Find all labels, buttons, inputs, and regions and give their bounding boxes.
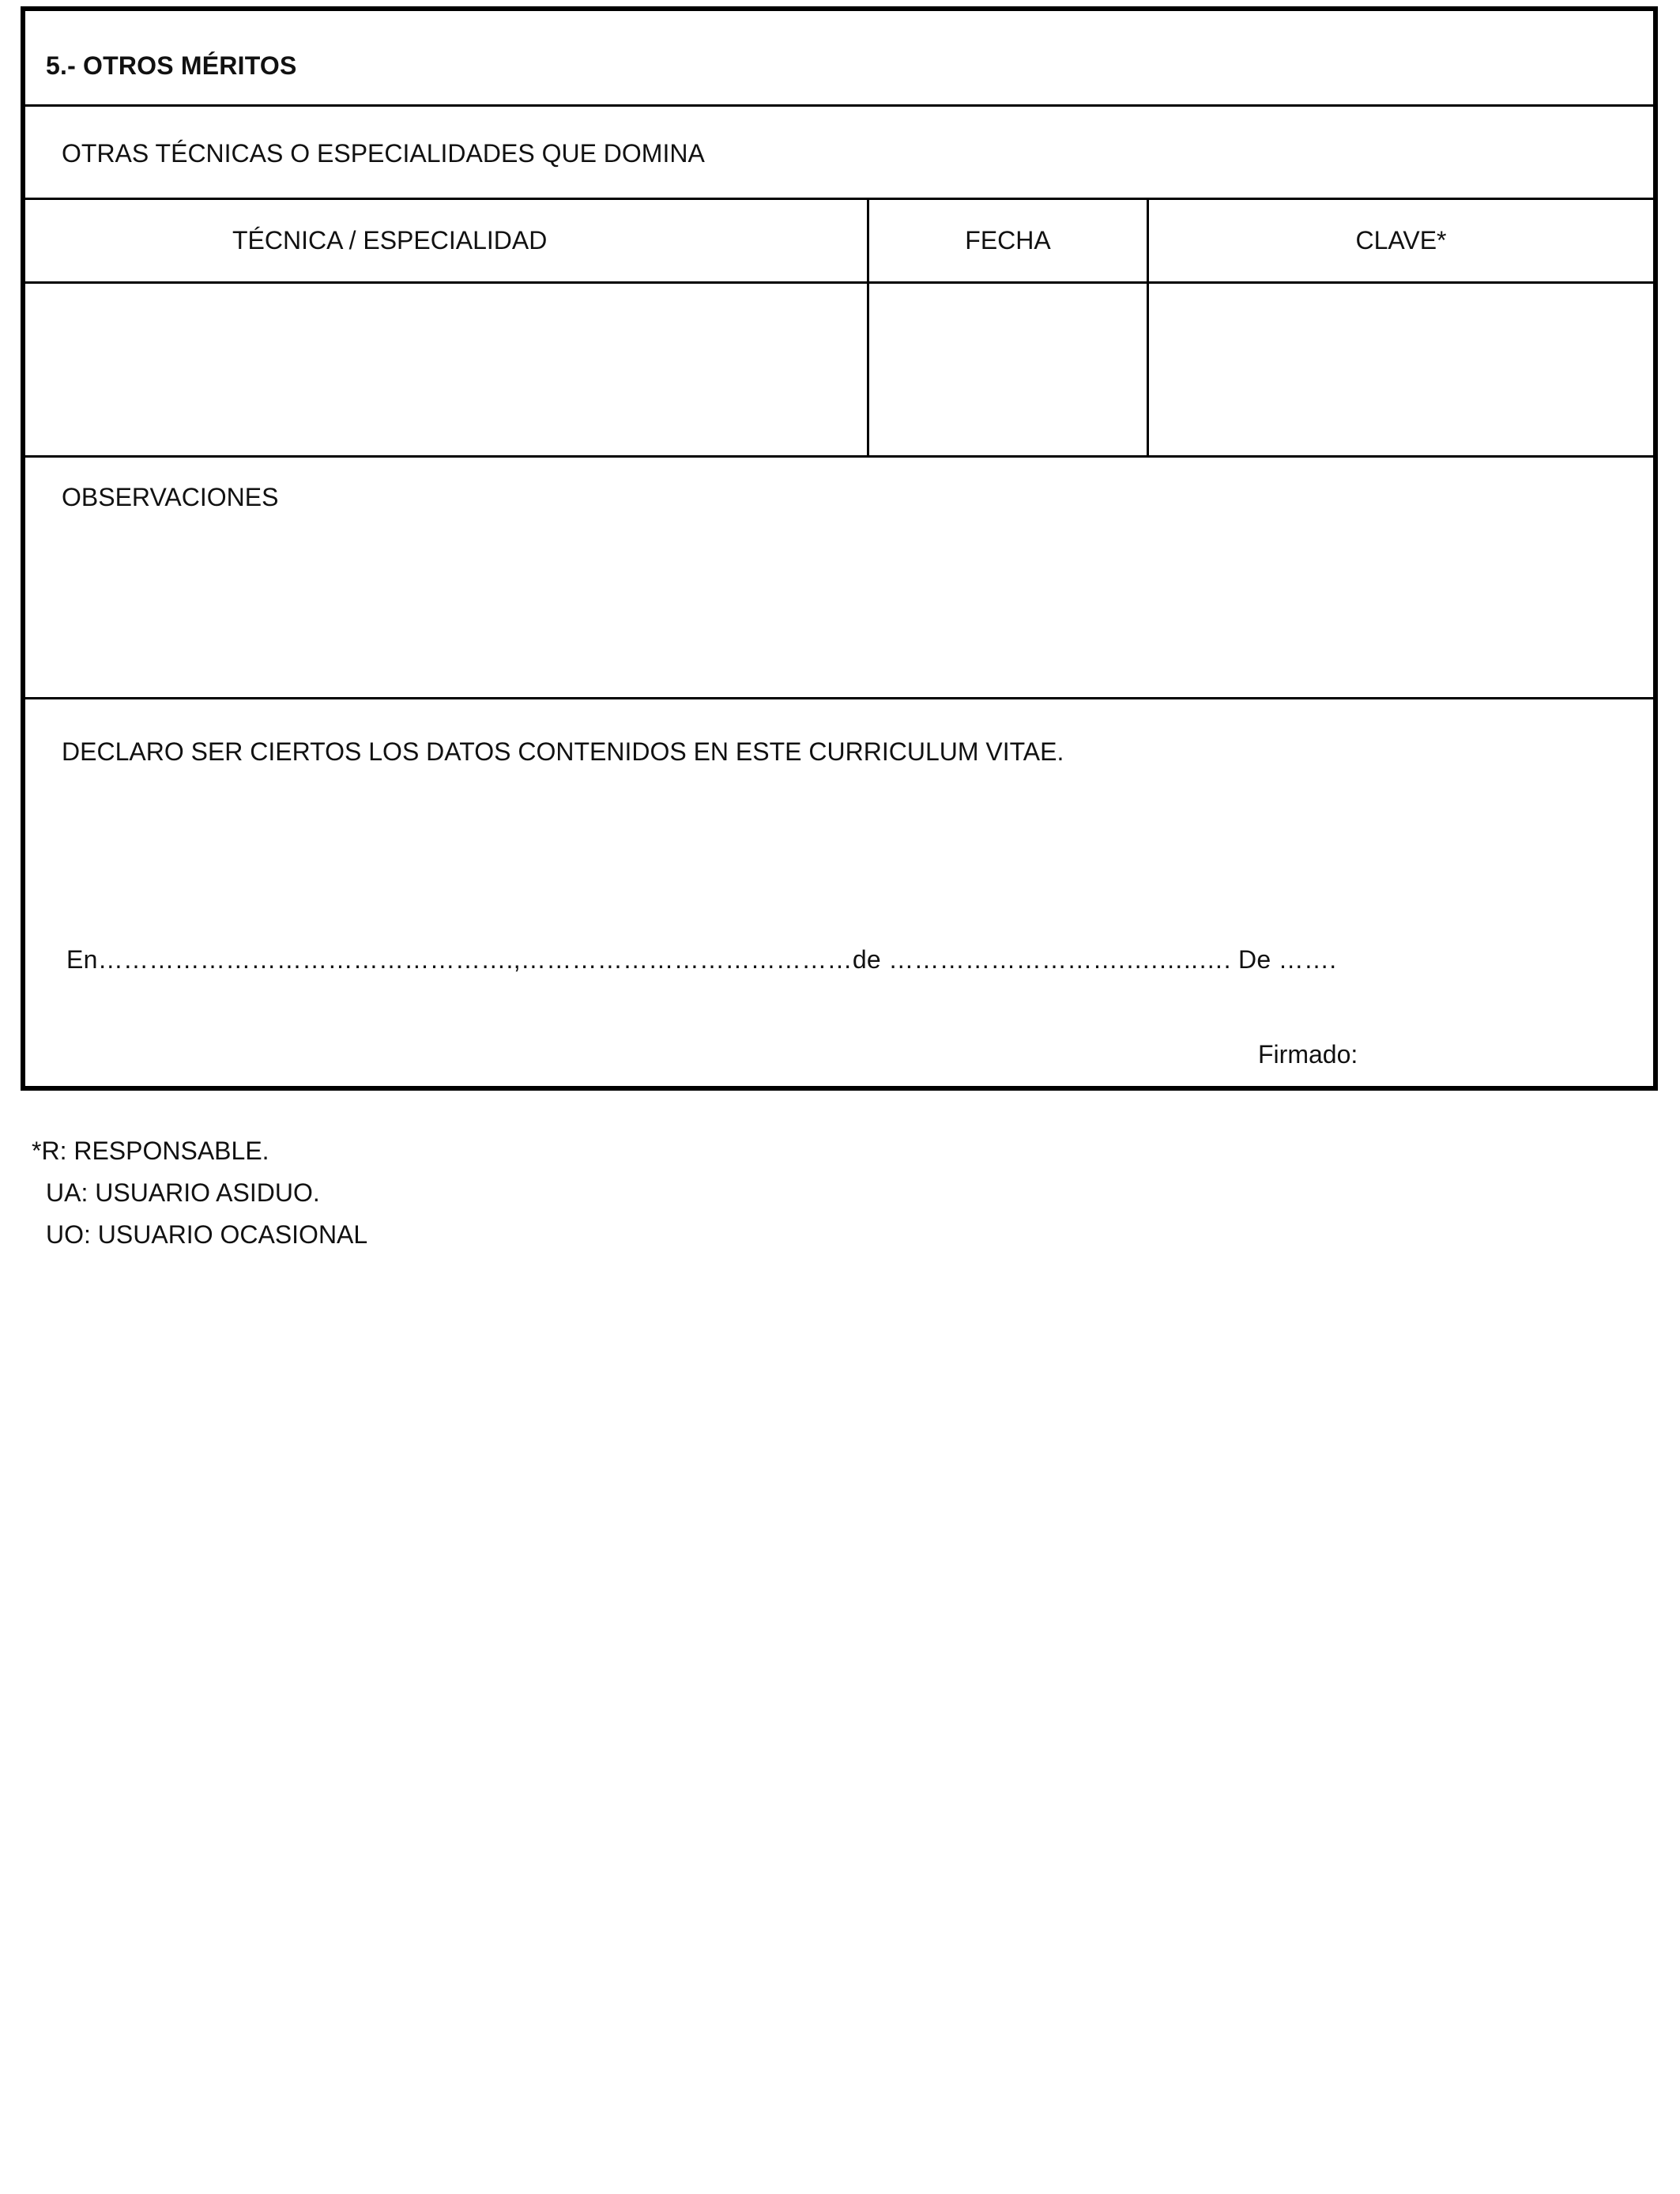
section-title: 5.- OTROS MÉRITOS: [46, 51, 297, 80]
key-notes: [32, 1130, 367, 1256]
observations-label: OBSERVACIONES: [62, 483, 279, 511]
place-date-line[interactable]: En………………………………………….,…………………………………de ……………………….….…..…. De …….: [66, 945, 1337, 974]
declaration-statement: DECLARO SER CIERTOS LOS DATOS CONTENIDOS EN ESTE CURRICULUM VITAE.: [62, 737, 1064, 766]
note-usuario-ocasional: UO: USUARIO OCASIONAL: [46, 1220, 368, 1249]
fecha-cell[interactable]: [869, 284, 1149, 455]
subsection-header: [25, 107, 1653, 200]
column-header-label: CLAVE*: [1355, 226, 1447, 254]
column-header-tecnica: [25, 200, 869, 281]
signed-label: Firmado:: [1258, 1040, 1358, 1069]
column-header-clave: [1149, 200, 1653, 281]
subsection-title: OTRAS TÉCNICAS O ESPECIALIDADES QUE DOMINA: [62, 139, 705, 168]
otros-meritos-form: [21, 6, 1658, 1091]
column-header-label: TÉCNICA / ESPECIALIDAD: [232, 226, 548, 254]
tecnica-cell[interactable]: [25, 284, 869, 455]
table-header-row: [25, 200, 1653, 284]
clave-cell[interactable]: [1149, 284, 1653, 455]
section-header: [25, 11, 1653, 107]
observations-section[interactable]: [25, 458, 1653, 699]
declaration-section: [25, 699, 1653, 1086]
table-row: [25, 284, 1653, 458]
column-header-label: FECHA: [965, 226, 1051, 254]
note-usuario-asiduo: UA: USUARIO ASIDUO.: [46, 1178, 320, 1207]
column-header-fecha: [869, 200, 1149, 281]
note-responsable: *R: RESPONSABLE.: [32, 1137, 269, 1165]
